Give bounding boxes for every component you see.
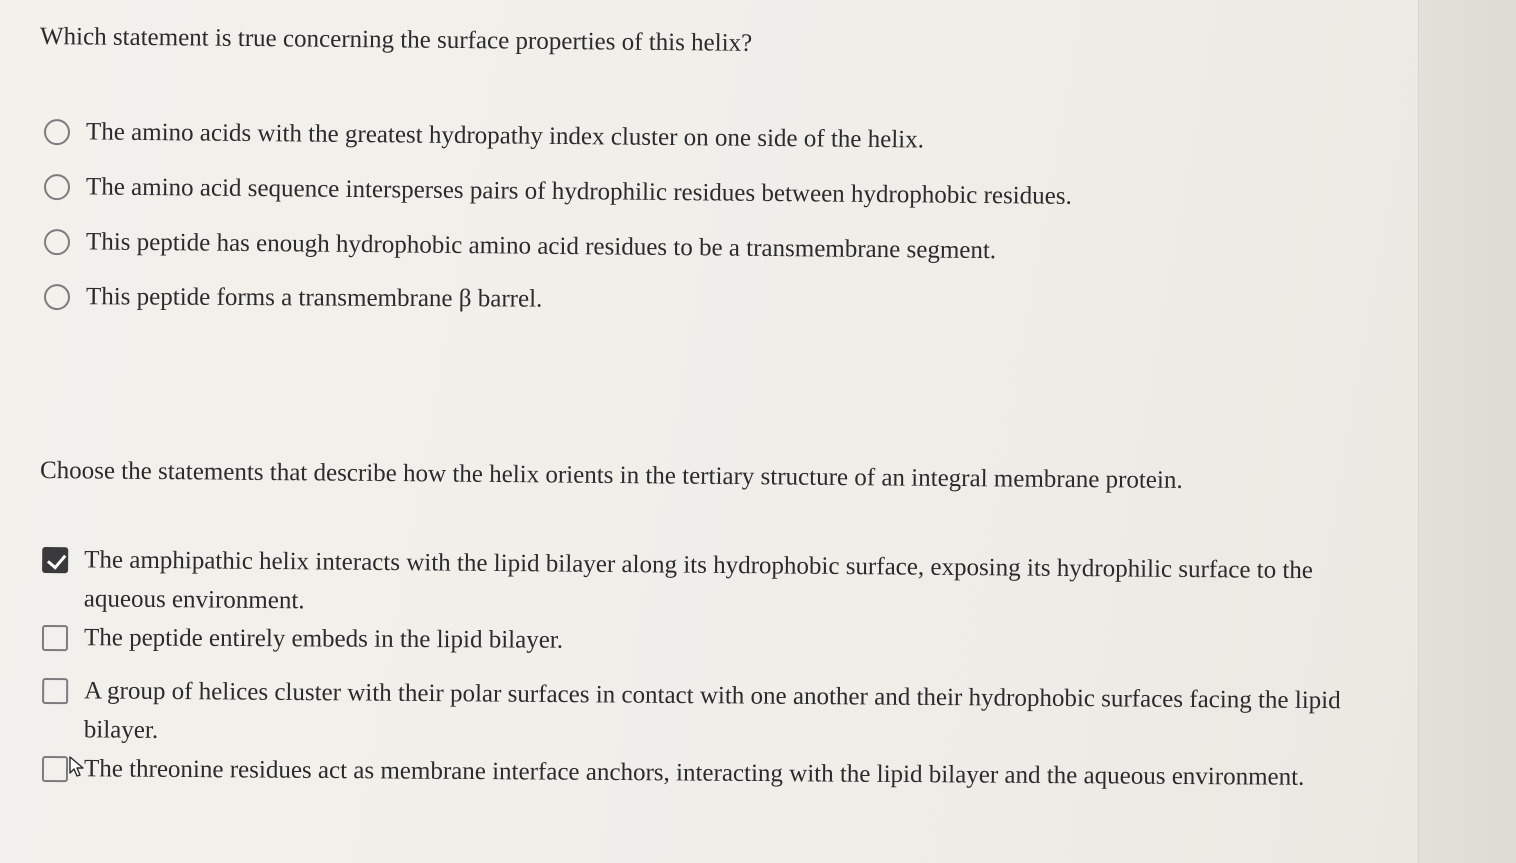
radio-option-2[interactable] xyxy=(44,173,1072,211)
background-edge xyxy=(1419,0,1516,863)
radio-button[interactable] xyxy=(44,174,70,200)
radio-option-label: The amino acid sequence intersperses pairs of hydrophilic residues between hydrophobic residues. xyxy=(85,173,1072,210)
radio-option-3[interactable] xyxy=(44,228,996,265)
checkbox-option-label: The amphipathic helix interacts with the lipid bilayer along its hydrophobic surface, exposing its hydrophilic surface to the aqueous environment. xyxy=(83,546,1314,615)
radio-button[interactable] xyxy=(44,119,70,145)
checkbox-option-label: A group of helices cluster with their polar surfaces in contact with one another and their hydrophobic surfaces facing the lipid bilayer. xyxy=(83,677,1341,744)
checkbox-option-label: The peptide entirely embeds in the lipid bilayer. xyxy=(83,624,564,654)
check-icon[interactable] xyxy=(42,547,68,573)
checkbox[interactable] xyxy=(42,625,68,651)
radio-option-label: This peptide has enough hydrophobic amino acid residues to be a transmembrane segment. xyxy=(85,228,997,265)
checkbox-option-1[interactable] xyxy=(42,540,1395,630)
checkbox[interactable] xyxy=(42,756,68,782)
checkbox-option-label: The threonine residues act as membrane interface anchors, interacting with the lipid bilayer and the aqueous environment. xyxy=(83,755,1305,791)
radio-button[interactable] xyxy=(44,284,70,310)
checkbox-option-2[interactable] xyxy=(42,618,1394,664)
mouse-pointer-icon xyxy=(68,756,86,778)
radio-option-4[interactable] xyxy=(44,283,542,314)
checkbox-option-3[interactable] xyxy=(42,671,1395,760)
question-2-prompt: Choose the statements that describe how the helix orients in the tertiary structure of an integral membrane protein. xyxy=(39,457,1183,494)
checkbox[interactable] xyxy=(42,678,68,704)
radio-button[interactable] xyxy=(44,229,70,255)
checkbox-option-4[interactable] xyxy=(42,749,1394,797)
question-1-prompt: Which statement is true concerning the surface properties of this helix? xyxy=(39,23,753,57)
radio-option-label: This peptide forms a transmembrane β barrel. xyxy=(85,283,543,313)
radio-option-label: The amino acids with the greatest hydropathy index cluster on one side of the helix. xyxy=(85,118,925,154)
radio-option-1[interactable] xyxy=(44,118,924,154)
